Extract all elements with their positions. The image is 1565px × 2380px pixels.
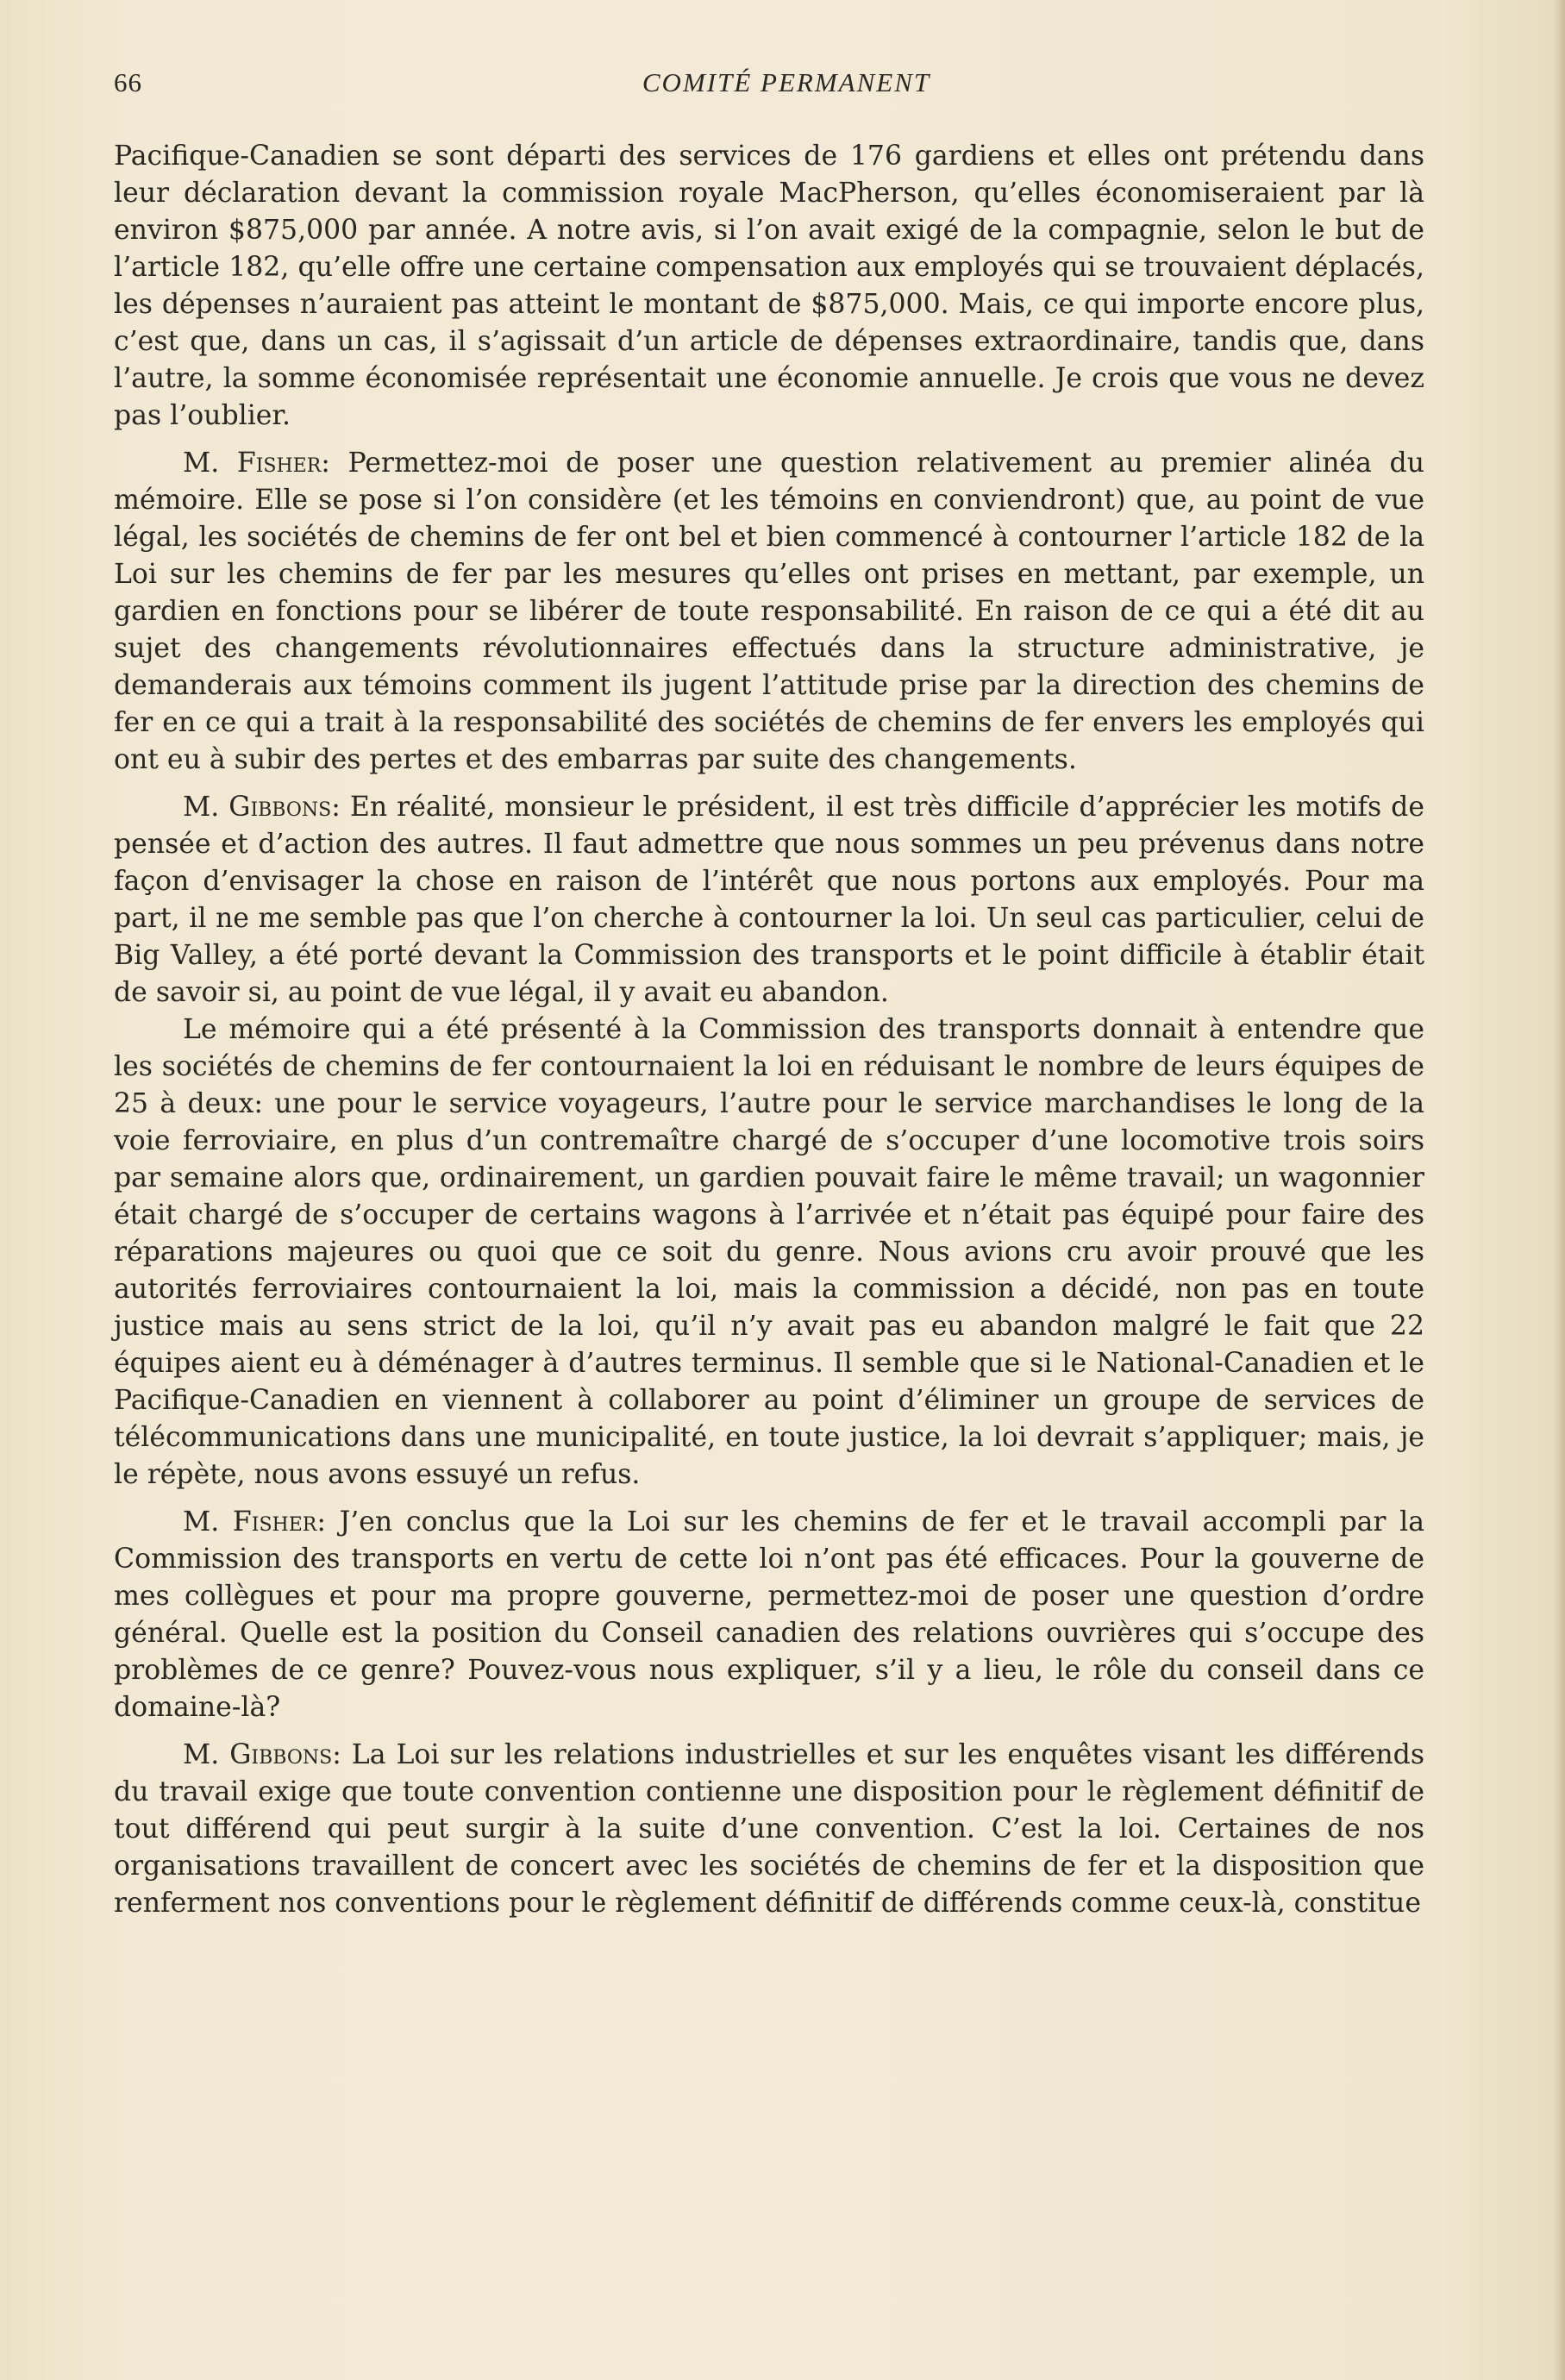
speaker-name: M. Fisher: [183,1506,326,1538]
page-edge-shadow [1553,0,1565,2380]
paragraph-text: En réalité, monsieur le président, il est très difficile d’apprécier les motifs de pensée et d’action des autres. Il faut admettre que nous sommes un peu prévenus dans notre façon d’envisager la chose en raison de l’intérêt que nous portons aux employés. Pour ma part, il ne me semble pas que l’on cherche à contourner la loi. Un seul cas particulier, celui de Big Valley, a été porté devant la Commission des transports et le point difficile à établir était de savoir si, au point de vue légal, il y avait eu abandon. [114,792,1424,1008]
paragraph-text: Permettez-moi de poser une question relativement au premier alinéa du mémoire. Elle se pose si l’on considère (et les témoins en conviendront) que, au point de vue légal, les sociétés de chemins de fer ont bel et bien commencé à contourner l’article 182 de la Loi sur les chemins de fer par les mesures qu’elles ont prises en mettant, par exemple, un gardien en fonctions pour se libérer de toute responsabilité. En raison de ce qui a été dit au sujet des changements révolutionnaires effectués dans la structure administrative, je demanderais aux témoins comment ils jugent l’attitude prise par la direction des chemins de fer en ce qui a trait à la responsabilité des sociétés de chemins de fer envers les employés qui ont eu à subir des pertes et des embarras par suite des changements. [114,448,1424,775]
paragraph [114,138,1424,435]
paragraph-text: J’en conclus que la Loi sur les chemins de fer et le travail accompli par la Commission des transports en vertu de cette loi n’ont pas été efficaces. Pour la gouverne de mes collègues et pour ma propre gouverne, permettez-moi de poser une question d’ordre général. Quelle est la position du Conseil canadien des relations ouvrières qui s’occupe des problèmes de ce genre? Pouvez-vous nous expliquer, s’il y a lieu, le rôle du conseil dans ce domaine-là? [114,1506,1424,1723]
page-body [114,138,1424,1922]
speaker-name: M. Gibbons: [183,1739,341,1770]
page-header [114,67,1459,110]
paragraph [114,1504,1424,1726]
paragraph [114,1737,1424,1922]
running-head: COMITÉ PERMANENT [642,67,931,97]
speaker-name: M. Fisher: [183,448,330,479]
speaker-name: M. Gibbons: [183,792,341,823]
paragraph-text: Pacifique-Canadien se sont départi des services de 176 gardiens et elles ont prétendu dans leur déclaration devant la commission royale MacPherson, qu’elles économiseraient par là environ $875,000 par année. A notre avis, si l’on avait exigé de la compagnie, selon le but de l’article 182, qu’elle offre une certaine compensation aux employés qui se trouvaient déplacés, les dépenses n’auraient pas atteint le montant de $875,000. Mais, ce qui importe encore plus, c’est que, dans un cas, il s’agissait d’un article de dépenses extraordinaire, tandis que, dans l’autre, la somme économisée représentait une économie annuelle. Je crois que vous ne devez pas l’oublier. [114,141,1424,431]
paragraph-text: Le mémoire qui a été présenté à la Commission des transports donnait à entendre que les sociétés de chemins de fer contournaient la loi en réduisant le nombre de leurs équipes de 25 à deux: une pour le service voyageurs, l’autre pour le service marchandises le long de la voie ferroviaire, en plus d’un contremaître chargé de s’occuper d’une locomotive trois soirs par semaine alors que, ordinairement, un gardien pouvait faire le même travail; un wagonnier était chargé de s’occuper de certains wagons à l’arrivée et n’était pas équipé pour faire des réparations majeures ou quoi que ce soit du genre. Nous avions cru avoir prouvé que les autorités ferroviaires contournaient la loi, mais la commission a décidé, non pas en toute justice mais au sens strict de la loi, qu’il n’y avait pas eu abandon malgré le fait que 22 équipes aient eu à déménager à d’autres terminus. Il semble que si le National-Canadien et le Pacifique-Canadien en viennent à collaborer au point d’éliminer un groupe de services de télécommunications dans une municipalité, en toute justice, la loi devrait s’appliquer; mais, je le répète, nous avons essuyé un refus. [114,1014,1424,1490]
page-number: 66 [114,67,142,97]
paragraph [114,445,1424,779]
paragraph-text: La Loi sur les relations industrielles et sur les enquêtes visant les différends du travail exige que toute convention contienne une disposition pour le règlement définitif de tout différend qui peut surgir à la suite d’une convention. C’est la loi. Certaines de nos organisations travaillent de concert avec les sociétés de chemins de fer et la disposition que renferment nos conventions pour le règlement définitif de différends comme ceux-là, constitue [114,1739,1424,1919]
paragraph [114,1012,1424,1494]
paragraph [114,789,1424,1012]
